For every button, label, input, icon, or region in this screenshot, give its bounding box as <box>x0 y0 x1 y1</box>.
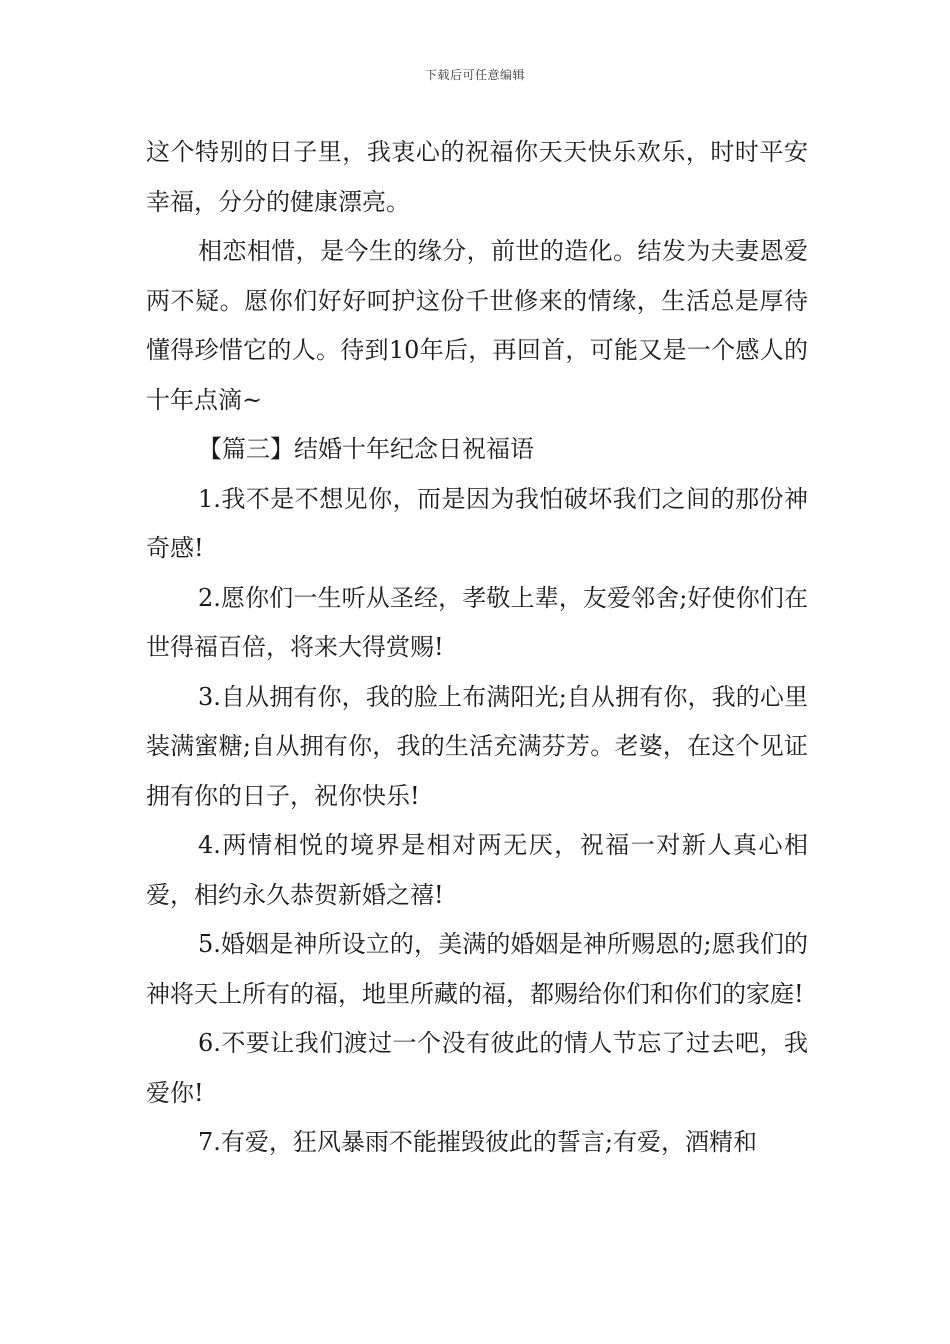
page-header-note: 下载后可任意编辑 <box>424 68 525 82</box>
list-item: 7.有爱，狂风暴雨不能摧毁彼此的誓言;有爱，酒精和 <box>198 1128 757 1156</box>
paragraph-continuation: 这个特别的日子里，我衷心的祝福你天天快乐欢乐，时时平安幸福，分分的健康漂亮。 <box>146 138 808 216</box>
list-item: 3.自从拥有你，我的脸上布满阳光;自从拥有你，我的心里装满蜜糖;自从拥有你，我的生活充满芬芳。老婆，在这个见证拥有你的日子，祝你快乐! <box>146 682 808 810</box>
section-heading: 【篇三】结婚十年纪念日祝福语 <box>198 435 534 463</box>
list-item: 2.愿你们一生听从圣经，孝敬上辈，友爱邻舍;好使你们在世得福百倍，将来大得赏赐! <box>146 583 808 661</box>
paragraph: 相恋相惜，是今生的缘分，前世的造化。结发为夫妻恩爱两不疑。愿你们好好呵护这份千世修来的情缘，生活总是厚待懂得珍惜它的人。待到10年后，再回首，可能又是一个感人的十年点滴~ <box>146 237 808 414</box>
document-body <box>146 128 808 1168</box>
list-item: 4.两情相悦的境界是相对两无厌，祝福一对新人真心相爱，相约永久恭贺新婚之禧! <box>146 831 808 909</box>
list-item: 1.我不是不想见你，而是因为我怕破坏我们之间的那份神奇感! <box>146 484 808 562</box>
list-item: 6.不要让我们渡过一个没有彼此的情人节忘了过去吧，我爱你! <box>146 1029 808 1107</box>
list-item: 5.婚姻是神所设立的，美满的婚姻是神所赐恩的;愿我们的神将天上所有的福，地里所藏的福，都赐给你们和你们的家庭! <box>146 930 808 1008</box>
